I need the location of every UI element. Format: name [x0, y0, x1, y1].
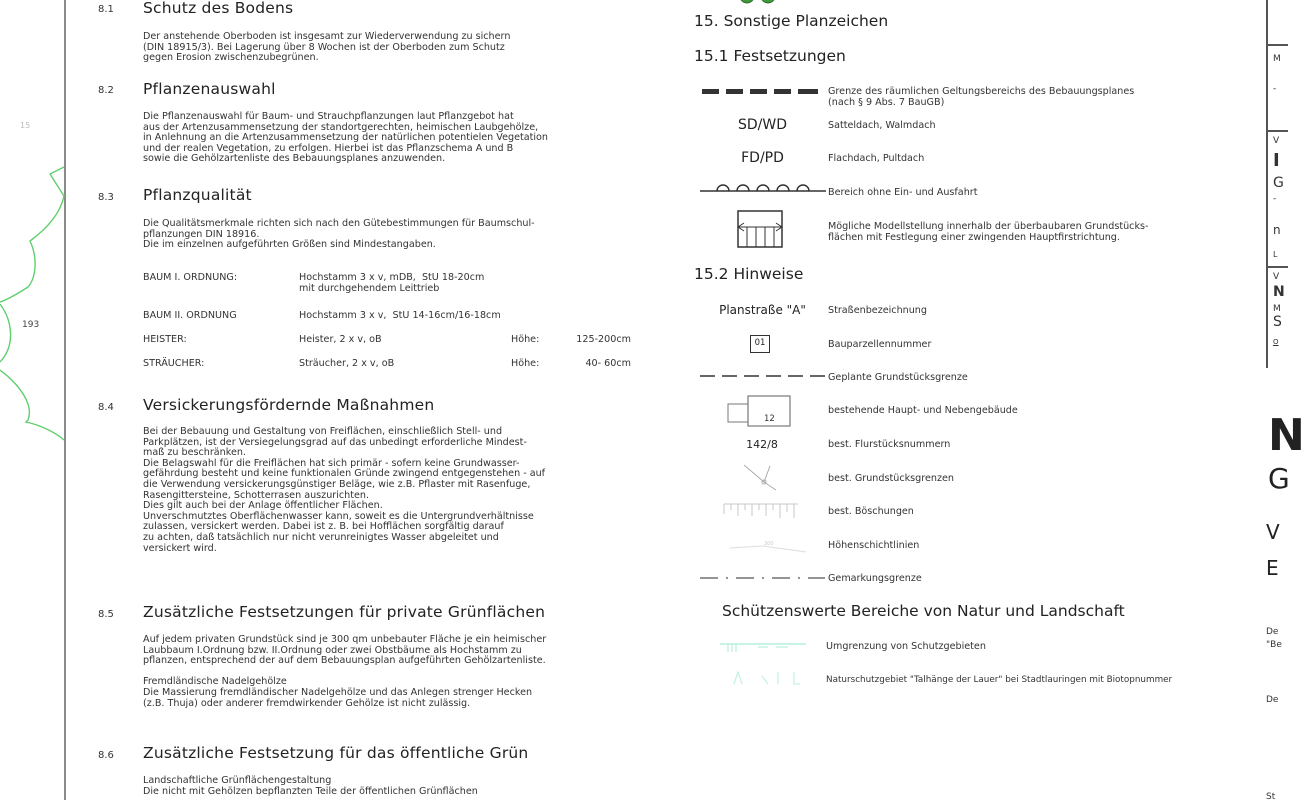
legend-description: Umgrenzung von Schutzgebieten — [826, 641, 986, 652]
title-block-text: V — [1273, 136, 1280, 146]
section-body: Auf jedem privaten Grundstück sind je 300 qm unbebauter Fläche je ein heimischer Laubbaum I.Ordnung bzw. II.Ordnung oder zwei Obstbäume als Hochstamm zu pflanzen, entsprechend der auf dem Bebauungsplan aufgeführten Gehölzartenliste. Fremdländische Nadelgehölze Die Massierung fremdländischer Nadelgehölze und das Anlegen strenger Hecken (z.B. Thuja) oder anderer fremdwirkender Gehölze ist nicht zulässig. — [143, 634, 547, 709]
row-height-label: Höhe: — [511, 358, 540, 369]
protection-boundary-icon — [718, 638, 808, 656]
title-large-letter: E — [1266, 556, 1279, 580]
faint-plan-mark: 15 — [20, 121, 31, 130]
section-number: 8.2 — [98, 85, 114, 96]
row-spec: Hochstamm 3 x v, mDB, StU 18-20cm mit durchgehendem Leittrieb — [299, 272, 485, 294]
green-outline-path — [0, 167, 64, 440]
row-label: HEISTER: — [143, 334, 187, 345]
title-block-text: "Be — [1266, 640, 1282, 650]
title-large-letter: G — [1268, 462, 1290, 495]
legend-description: Satteldach, Walmdach — [828, 120, 936, 131]
section-title: Pflanzenauswahl — [143, 80, 276, 98]
building-number: 12 — [764, 414, 775, 424]
row-spec: Sträucher, 2 x v, oB — [299, 358, 395, 369]
section-body: Bei der Bebauung und Gestaltung von Freiflächen, einschließlich Stell- und Parkplätzen, ist der Versiegelungsgrad auf das unbedingt erforderliche Mindest- maß zu beschränken. Die Belagswahl für die Freiflächen hat sich primär - sofern keine Grundwasser- gefährdung besteht und keine funktionalen Gründe zwingend entgegenstehen - auf die Verwendung versickerungsgünstiger Beläge, wie z.B. Pflaster mit Rasenfuge, Rasengittersteine, Schotterrasen auszurichten. Dies gilt auch bei der Anlage öffentlicher Flächen. Unverschmutztes Oberflächenwasser kann, soweit es die Untergrundverhältnisse zulassen, versickert werden. Dabei ist z. B. bei Hofflächen sorgfältig darauf zu achten, daß tatsächlich nur nicht verunreinigtes Wasser abgeleitet und versickert wird. — [143, 426, 546, 554]
row-spec: Heister, 2 x v, oB — [299, 334, 382, 345]
legend-symbol-text: FD/PD — [741, 150, 784, 166]
nature-heading: Schützenswerte Bereiche von Natur und Landschaft — [722, 602, 1125, 620]
svg-text:300: 300 — [764, 541, 774, 547]
row-height-value: 40- 60cm — [585, 358, 631, 369]
title-block-text: - — [1273, 84, 1277, 94]
legend-description: Grenze des räumlichen Geltungsbereichs des Bebauungsplanes (nach § 9 Abs. 7 BauGB) — [828, 86, 1135, 108]
title-block-divider — [1268, 130, 1288, 132]
section-title: Zusätzliche Festsetzungen für private Grünflächen — [143, 603, 546, 621]
title-block-text: O — [1273, 338, 1279, 346]
parcel-number-symbol: 142/8 — [746, 438, 778, 451]
title-block-text: St — [1266, 792, 1276, 802]
title-block-text: De — [1266, 695, 1279, 705]
tree-crown-outline — [0, 0, 66, 800]
legend-description: bestehende Haupt- und Nebengebäude — [828, 405, 1018, 416]
title-block — [1266, 0, 1286, 368]
legend-description: Bauparzellennummer — [828, 339, 932, 350]
legend-description: best. Grundstücksgrenzen — [828, 473, 954, 484]
legend-description: Gemarkungsgrenze — [828, 573, 922, 584]
title-block-text: n — [1273, 223, 1281, 237]
legend-description: Naturschutzgebiet "Talhänge der Lauer" bei Stadtlauringen mit Biotopnummer — [826, 675, 1173, 685]
embankment-hatch-icon — [722, 500, 802, 526]
hinweise-heading: 15.2 Hinweise — [694, 265, 804, 283]
row-spec: Hochstamm 3 x v, StU 14-16cm/16-18cm — [299, 310, 501, 321]
ridge-direction-box-icon — [737, 210, 785, 250]
title-block-text: N — [1273, 284, 1285, 300]
section-title: Schutz des Bodens — [143, 0, 294, 17]
section-number: 8.6 — [98, 750, 114, 761]
title-block-divider — [1268, 44, 1288, 46]
building-outline-icon — [727, 394, 793, 428]
section-number: 8.1 — [98, 4, 114, 15]
legend-description: best. Flurstücksnummern — [828, 439, 951, 450]
row-height-value: 125-200cm — [576, 334, 631, 345]
boundary-corner-icon — [740, 462, 790, 494]
title-block-text: L — [1273, 250, 1278, 259]
street-name-symbol: Planstraße "A" — [719, 303, 806, 317]
section-body: Die Qualitätsmerkmale richten sich nach den Gütebestimmungen für Baumschul- pflanzungen DIN 18916. Die im einzelnen aufgeführten Größen sind Mindestangaben. — [143, 218, 535, 251]
section-number: 8.4 — [98, 402, 114, 413]
legend-description: Mögliche Modellstellung innerhalb der überbaubaren Grundstücks- flächen mit Festlegung einer zwingenden Hauptfirstrichtung. — [828, 221, 1149, 243]
section-title: Pflanzqualität — [143, 186, 252, 204]
title-block-text: M — [1273, 54, 1281, 64]
tree-symbols-icon — [735, 0, 785, 6]
title-large-letter: V — [1266, 520, 1280, 544]
parcel-number-label: 193 — [22, 320, 40, 330]
section-number: 8.3 — [98, 192, 114, 203]
festsetzungen-heading: 15.1 Festsetzungen — [694, 47, 846, 65]
title-block-text: De — [1266, 627, 1279, 637]
section-body: Landschaftliche Grünflächengestaltung Die nicht mit Gehölzen bepflanzten Teile der öffentlichen Grünflächen — [143, 775, 478, 797]
legend-description: best. Böschungen — [828, 506, 914, 517]
contour-line-icon — [728, 536, 808, 556]
legend-symbol-text: SD/WD — [737, 117, 787, 133]
title-block-text: M — [1273, 304, 1281, 314]
title-large-letter: N — [1268, 410, 1305, 461]
no-access-line-icon — [700, 180, 826, 194]
thick-dashed-boundary-line-icon — [702, 88, 826, 96]
legend-description: Straßenbezeichnung — [828, 305, 927, 316]
legend-description: Bereich ohne Ein- und Ausfahrt — [828, 187, 978, 198]
legend-description: Flachdach, Pultdach — [828, 153, 925, 164]
section-number: 8.5 — [98, 609, 114, 620]
nature-reserve-label-icon — [728, 668, 808, 690]
legend-description: Geplante Grundstücksgrenze — [828, 372, 968, 383]
boxed-number-icon: 01 — [750, 335, 770, 353]
title-block-divider — [1268, 266, 1288, 268]
title-block-text: I — [1273, 150, 1280, 171]
section-title: Versickerungsfördernde Maßnahmen — [143, 396, 435, 414]
legend-heading: 15. Sonstige Planzeichen — [694, 12, 889, 30]
title-block-text: S — [1273, 314, 1282, 330]
row-height-label: Höhe: — [511, 334, 540, 345]
title-block-text: G — [1273, 175, 1284, 191]
row-label: STRÄUCHER: — [143, 358, 205, 369]
dash-dot-line-icon — [700, 575, 825, 581]
section-body: Der anstehende Oberboden ist insgesamt zur Wiederverwendung zu sichern (DIN 18915/3). Bei Lagerung über 8 Wochen ist der Oberboden zum Schutz gegen Erosion zwischenzubegrünen. — [143, 31, 511, 64]
row-label: BAUM II. ORDNUNG — [143, 310, 237, 321]
section-title: Zusätzliche Festsetzung für das öffentliche Grün — [143, 744, 529, 762]
title-block-text: V — [1273, 272, 1280, 282]
row-label: BAUM I. ORDNUNG: — [143, 272, 238, 283]
dashed-line-icon — [700, 374, 825, 378]
legend-description: Höhenschichtlinien — [828, 540, 920, 551]
section-body: Die Pflanzenauswahl für Baum- und Strauchpflanzungen laut Pflanzgebot hat aus der Artenzusammensetzung der standortgerechten, heimischen Laubgehölze, in Anlehnung an die Artenzusammensetzung der natürlichen potentielen Vegetation und der realen Vegetation, zu erfolgen. Hierbei ist das Pflanzschema A und B sowie die Gehölzartenliste des Bebauungsplanes anzuwenden. — [143, 111, 549, 165]
title-block-text: - — [1273, 194, 1277, 204]
